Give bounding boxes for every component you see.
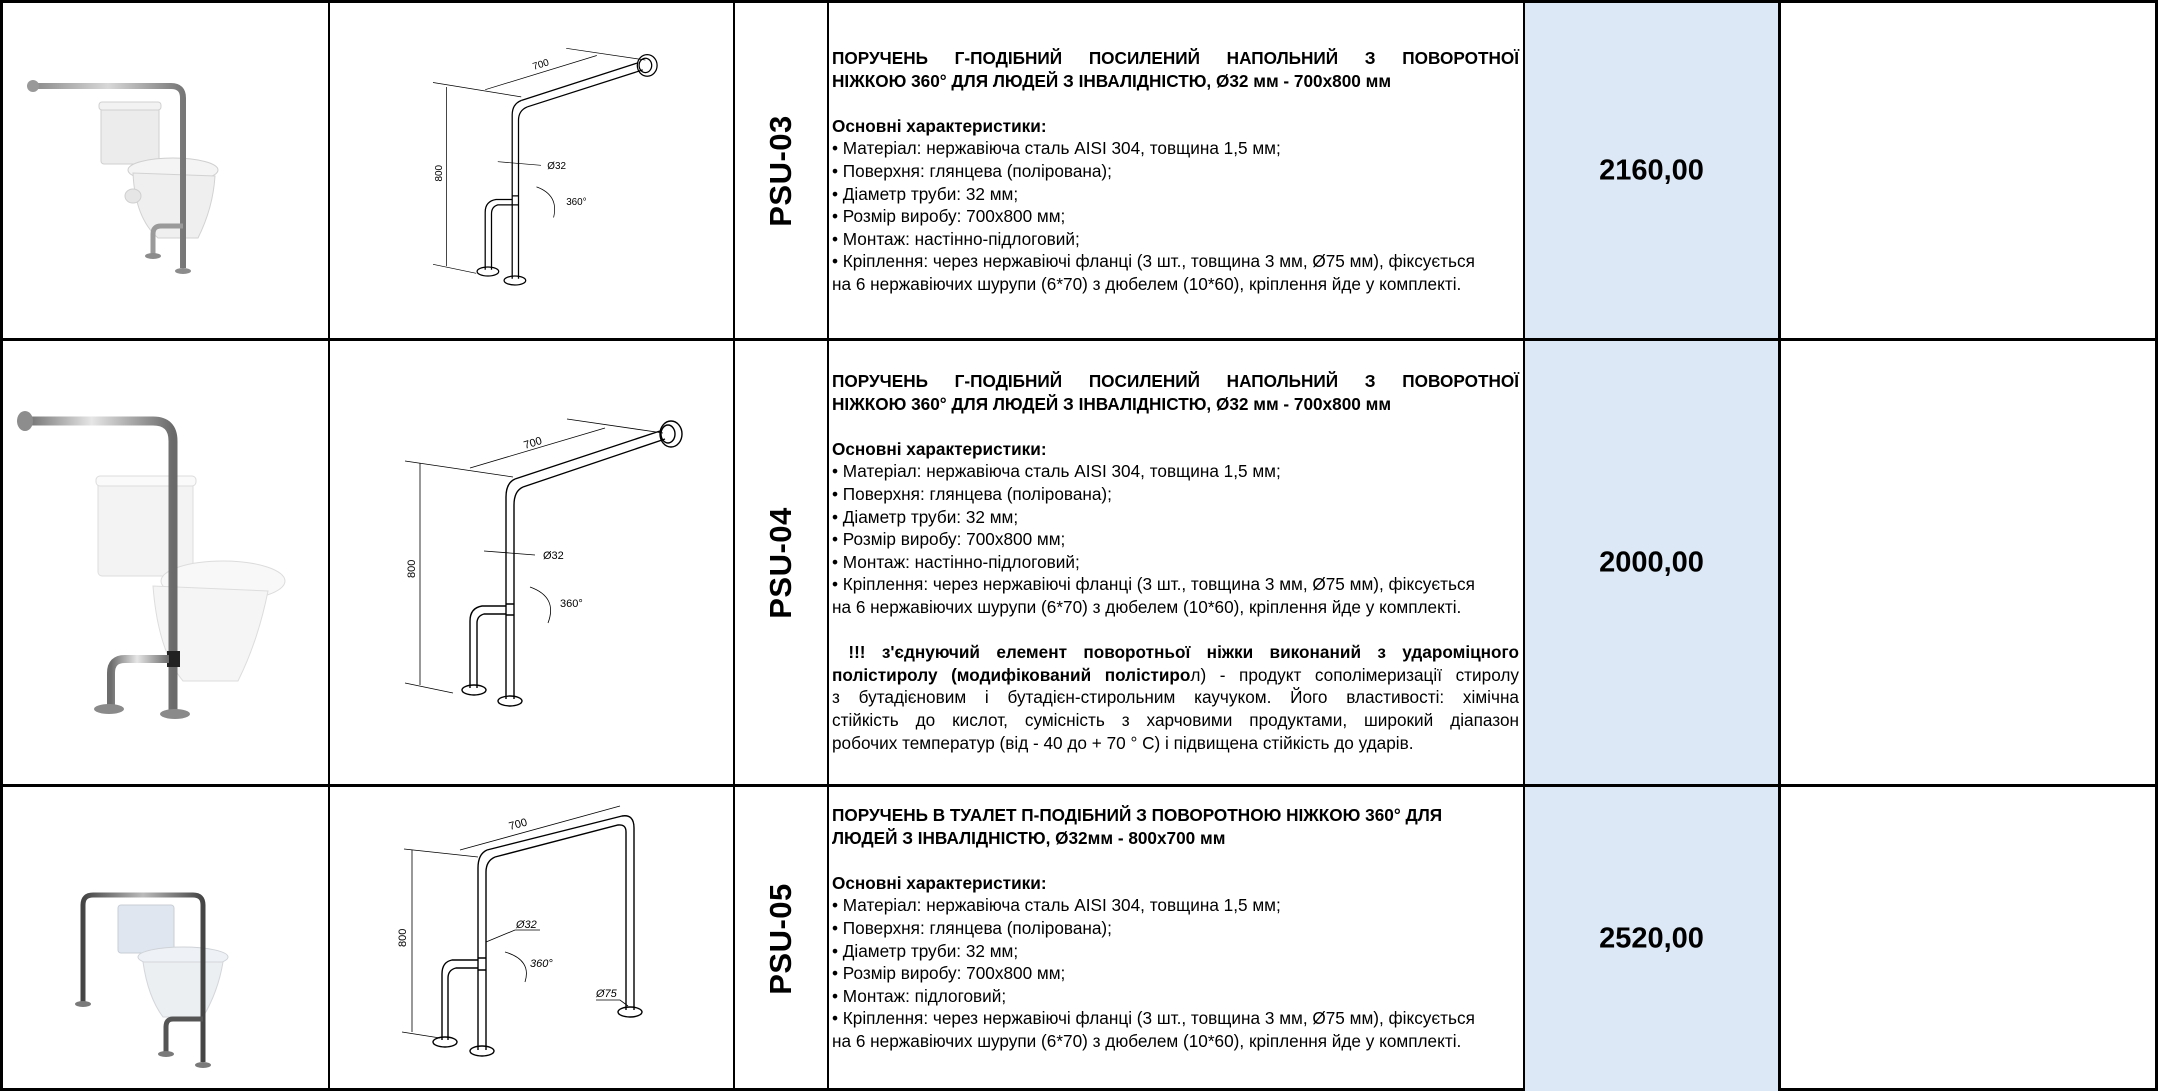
product-code: PSU-05: [763, 883, 798, 995]
height-dimension: 800: [406, 559, 418, 578]
product-title-line: ЛЮДЕЙ З ІНВАЛІДНІСТЮ, Ø32мм - 800х700 мм: [832, 827, 1226, 848]
empty-cell: [1781, 787, 2155, 1091]
product-title-line: ПОРУЧЕНЬ Г-ПОДІБНИЙ ПОСИЛЕНИЙ НАПОЛЬНИЙ З ПОВОРОТНОЇ: [832, 371, 1519, 391]
product-title-line: ПОРУЧЕНЬ Г-ПОДІБНИЙ ПОСИЛЕНИЙ НАПОЛЬНИЙ З ПОВОРОТНОЇ: [832, 48, 1519, 68]
flange-dimension: Ø75: [596, 988, 617, 1000]
empty-cell: [1781, 3, 2155, 338]
height-dimension: 800: [434, 165, 445, 182]
table-row: [3, 3, 2155, 341]
note-line: стійкість до кислот, сумісність з харчовими продуктами, широкий діапазон: [832, 709, 1519, 730]
technical-drawing-cell: [330, 787, 735, 1091]
specs-heading: Основні характеристики:: [832, 872, 1047, 893]
spec-item: • Поверхня: глянцева (полірована);: [832, 483, 1112, 504]
note-line-bold: полістиролу (модифікований полістиро: [832, 664, 1191, 685]
empty-cell: [1781, 341, 2155, 784]
product-code-cell: [735, 3, 829, 338]
spec-item: • Розмір виробу: 700х800 мм;: [832, 206, 1066, 227]
product-description-cell: [829, 787, 1525, 1091]
price-value: 2520,00: [1599, 922, 1704, 955]
diameter-dimension: Ø32: [516, 919, 537, 931]
note-line: робочих температур (від - 40 до + 70 ° С) і підвищена стійкість до ударів.: [832, 732, 1414, 753]
price-cell: [1525, 3, 1781, 338]
width-dimension: 700: [531, 57, 551, 73]
spec-item: • Діаметр труби: 32 мм;: [832, 183, 1019, 204]
spec-item: • Матеріал: нержавіюча сталь AISI 304, товщина 1,5 мм;: [832, 461, 1281, 482]
product-description-cell: [829, 341, 1525, 784]
product-code: PSU-03: [763, 114, 798, 227]
product-code-cell: [735, 787, 829, 1091]
price-cell: [1525, 787, 1781, 1091]
product-photo-cell: [3, 787, 330, 1091]
diameter-dimension: Ø32: [543, 550, 564, 562]
spec-item: • Діаметр труби: 32 мм;: [832, 940, 1019, 961]
product-photo-cell: [3, 341, 330, 784]
spec-item: • Кріплення: через нержавіючі фланці (3 шт., товщина 3 мм, Ø75 мм), фіксується: [832, 1008, 1475, 1029]
spec-item: • Монтаж: підлоговий;: [832, 985, 1007, 1006]
spec-item: • Кріплення: через нержавіючі фланці (3 шт., товщина 3 мм, Ø75 мм), фіксується: [832, 574, 1475, 595]
spec-item: • Розмір виробу: 700х800 мм;: [832, 963, 1066, 984]
product-title-line: ПОРУЧЕНЬ В ТУАЛЕТ П-ПОДІБНИЙ З ПОВОРОТНОЮ НІЖКОЮ 360° ДЛЯ: [832, 805, 1443, 825]
toilet-with-l-grab-bar-photo-icon: [23, 48, 263, 288]
spec-item: на 6 нержавіючих шурупи (6*70) з дюбелем (10*60), кріплення йде у комплекті.: [832, 596, 1462, 617]
product-title-line: НІЖКОЮ 360° ДЛЯ ЛЮДЕЙ З ІНВАЛІДНІСТЮ, Ø32 мм - 700х800 мм: [832, 393, 1392, 414]
material-note: [832, 641, 1519, 754]
u-grab-bar-drawing-icon: [370, 802, 700, 1072]
spec-item: • Розмір виробу: 700х800 мм;: [832, 529, 1066, 550]
note-line-rest: л) - продукт сополімеризації стиролу: [1190, 664, 1519, 685]
technical-drawing-cell: [330, 341, 735, 784]
technical-drawing-cell: [330, 3, 735, 338]
spec-item: на 6 нержавіючих шурупи (6*70) з дюбелем (10*60), кріплення йде у комплекті.: [832, 273, 1462, 294]
note-line: з бутадієновим і бутадієн-стирольним каучуком. Його властивості: хімічна: [832, 687, 1519, 708]
product-code-cell: [735, 341, 829, 784]
height-dimension: 800: [397, 928, 409, 947]
product-title-line: НІЖКОЮ 360° ДЛЯ ЛЮДЕЙ З ІНВАЛІДНІСТЮ, Ø32 мм - 700х800 мм: [832, 70, 1392, 91]
rotation-dimension: 360°: [560, 598, 583, 610]
spec-item: • Кріплення: через нержавіючі фланці (3 шт., товщина 3 мм, Ø75 мм), фіксується: [832, 251, 1475, 272]
note-line: !!! з'єднуючий елемент поворотньої ніжки виконаний з удароміцного: [832, 642, 1519, 663]
spec-item: • Матеріал: нержавіюча сталь AISI 304, товщина 1,5 мм;: [832, 138, 1281, 159]
specs-heading: Основні характеристики:: [832, 438, 1047, 459]
width-dimension: 700: [507, 816, 529, 833]
spec-item: • Діаметр труби: 32 мм;: [832, 506, 1019, 527]
rotation-dimension: 360°: [566, 196, 587, 208]
spec-item: • Поверхня: глянцева (полірована);: [832, 160, 1112, 181]
l-grab-bar-drawing-icon: [380, 401, 720, 721]
product-photo-cell: [3, 3, 330, 338]
price-cell: [1525, 341, 1781, 784]
spec-item: на 6 нержавіючих шурупи (6*70) з дюбелем (10*60), кріплення йде у комплекті.: [832, 1030, 1462, 1051]
price-value: 2000,00: [1599, 546, 1704, 578]
spec-item: • Поверхня: глянцева (полірована);: [832, 917, 1112, 938]
width-dimension: 700: [522, 435, 544, 452]
spec-item: • Матеріал: нержавіюча сталь AISI 304, товщина 1,5 мм;: [832, 895, 1281, 916]
specs-heading: Основні характеристики:: [832, 115, 1047, 136]
spec-item: • Монтаж: настінно-підлоговий;: [832, 551, 1080, 572]
spec-item: • Монтаж: настінно-підлоговий;: [832, 228, 1080, 249]
toilet-with-u-grab-bar-photo-icon: [63, 887, 243, 1077]
toilet-with-l-grab-bar-black-joint-photo-icon: [13, 411, 313, 731]
table-row: [3, 341, 2155, 787]
product-description-cell: [829, 3, 1525, 338]
price-value: 2160,00: [1599, 154, 1704, 186]
diameter-dimension: Ø32: [547, 160, 566, 172]
table-row: [3, 787, 2155, 1091]
l-grab-bar-drawing-icon: [370, 23, 730, 313]
rotation-dimension: 360°: [530, 958, 553, 970]
product-code: PSU-04: [763, 506, 798, 619]
